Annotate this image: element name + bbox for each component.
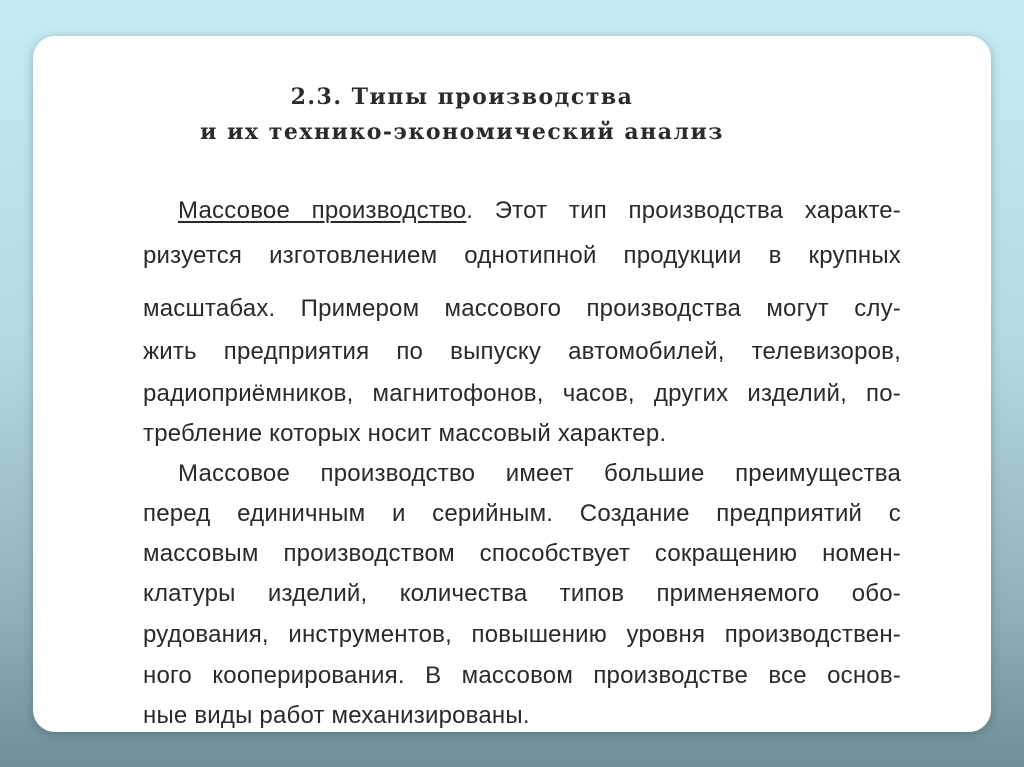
- paragraph-1-line-2: ризуется изготовлением однотипной продукции в крупных: [143, 242, 901, 269]
- paragraph-2-line-1: Массовое производство имеет большие преимущества: [178, 460, 901, 487]
- paragraph-2-line-2: перед единичным и серийным. Создание предприятий с: [143, 500, 901, 527]
- paragraph-1-line-1-rest: . Этот тип производства характе-: [466, 197, 901, 224]
- slide-card: [33, 36, 991, 732]
- paragraph-2-line-4: клатуры изделий, количества типов применяемого обо-: [143, 580, 901, 607]
- term-mass-production: Массовое производство: [178, 197, 467, 224]
- paragraph-1-line-1: [178, 196, 901, 226]
- paragraph-2-line-6: ного кооперирования. В массовом производстве все основ-: [143, 662, 901, 689]
- paragraph-1-line-3: масштабах. Примером массового производства могут слу-: [143, 295, 901, 322]
- section-heading-line-2: и их технико-экономический анализ: [200, 119, 724, 145]
- paragraph-2-line-7: ные виды работ механизированы.: [143, 702, 530, 729]
- paragraph-1-line-5: радиоприёмников, магнитофонов, часов, других изделий, по-: [143, 380, 901, 407]
- paragraph-1-line-6: требление которых носит массовый характер.: [143, 420, 667, 447]
- paragraph-1-line-4: жить предприятия по выпуску автомобилей, телевизоров,: [143, 338, 901, 365]
- section-heading-line-1: 2.3. Типы производства: [290, 84, 634, 110]
- paragraph-2-line-3: массовым производством способствует сокращению номен-: [143, 540, 901, 567]
- paragraph-2-line-5: рудования, инструментов, повышению уровня производствен-: [143, 621, 901, 648]
